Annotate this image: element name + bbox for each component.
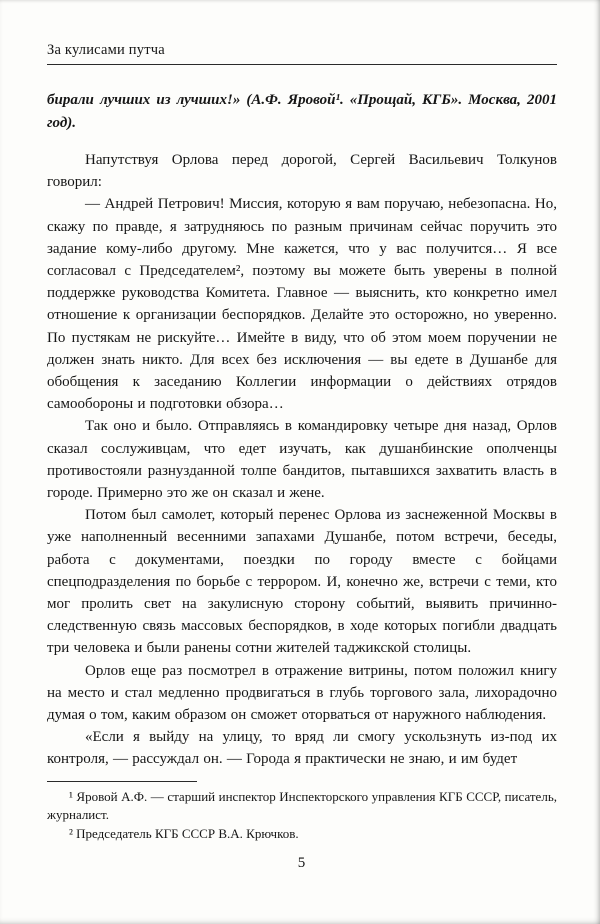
paragraph: Потом был самолет, который перенес Орлова из заснеженной Москвы в уже наполненный весенними запахами Душанбе, потом встречи, беседы, работа с документами, поездки по городу вместе с бойцами спецподразделения по борьбе с террором. И, конечно же, встречи с теми, кто мог пролить свет на закулисную сторону событий, выявить причинно-следственную связь массовых беспорядков, в ходе которых погибли двадцать три человека и были ранены сотни жителей таджикской столицы. — [47, 507, 557, 657]
paragraph: Орлов еще раз посмотрел в отражение витрины, потом положил книгу на место и стал медленно продвигаться в глубь торгового зала, лихорадочно думая о том, каким образом он сможет оторваться от наружного наблюдения. — [47, 662, 557, 724]
footnote: ¹ Яровой А.Ф. — старший инспектор Инспекторского управления КГБ СССР, писатель, журналист. — [47, 788, 557, 823]
paragraph: — Андрей Петрович! Миссия, которую я вам поручаю, небезопасна. Но, скажу по правде, я затрудняюсь по разным причинам сейчас поручить это задание кому-либо другому. Мне кажется, что у вас получится… Я все согласовал с Председателем², поэтому вы можете быть уверены в полной поддержке руководства Комитета. Главное — выяснить, кто конкретно имел отношение к организации беспорядков. Делайте это осторожно, но уверенно. По пустякам не рискуйте… Имейте в виду, что об этом моем поручении не должен знать никто. Для всех без исключения — вы едете в Душанбе для обобщения к заседанию Коллегии информации о действиях отрядов самообороны и подготовки обзора… — [47, 196, 557, 413]
paragraph: Напутствуя Орлова перед дорогой, Сергей Васильевич Толкунов говорил: — [47, 152, 557, 191]
running-header — [47, 42, 557, 65]
footnote: ² Председатель КГБ СССР В.А. Крючков. — [69, 825, 299, 841]
footnotes-section — [47, 781, 557, 844]
body-text — [47, 149, 557, 771]
paragraph: Так оно и было. Отправляясь в командировку четыре дня назад, Орлов сказал сослуживцам, что едет изучать, как душанбинские ополченцы противостояли разнузданной толпе бандитов, пытавшихся захватить власть в городе. Примерно это же он сказал и жене. — [47, 418, 557, 502]
epigraph-citation: бирали лучших из лучших!» (А.Ф. Яровой¹. «Прощай, КГБ». Москва, 2001 год). — [47, 92, 557, 131]
footnote-separator-rule — [47, 781, 197, 782]
page-number: 5 — [297, 855, 307, 872]
running-header-title: За кулисами путча — [47, 42, 165, 58]
paragraph: «Если я выйду на улицу, то вряд ли смогу ускользнуть из-под их контроля, — рассуждал он. — Города я практически не знаю, и им будет — [47, 729, 557, 768]
